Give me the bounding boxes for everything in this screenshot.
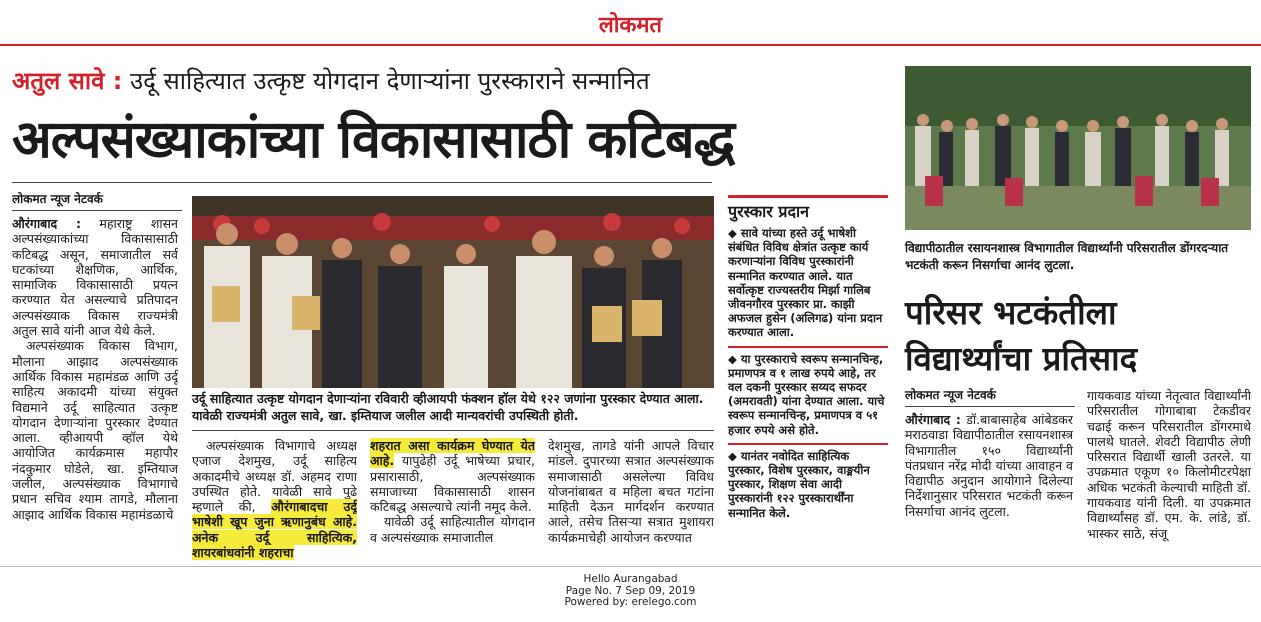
page-bottom-rule xyxy=(0,566,1261,567)
story-column-2 xyxy=(192,438,357,566)
footer-page-date: Page No. 7 Sep 09, 2019 xyxy=(565,584,696,597)
story-byline: लोकमत न्यूज नेटवर्क xyxy=(12,192,103,206)
byline-divider xyxy=(12,210,182,211)
box-separator xyxy=(728,346,888,348)
right-photo-caption: विद्यापीठातील रसायनशास्त्र विभागातील विद्यार्थ्यांनी परिसरातील डोंगरदऱ्यात भटकंती करून निसर्गाचा आनंद लुटला. xyxy=(905,241,1229,272)
column-4-text: देशमुख, तागडे यांनी आपले विचार मांडले. दुपारच्या सत्रात अल्पसंख्याक समाजासाठी असलेल्या विविध योजनांबाबत व महिला बचत गटांना माहिती देऊन मार्गदर्शन करण्यात आले, तसेच तिसऱ्या सत्रात मुशायरा कार्यक्रमाचेही आयोजन करण्यात xyxy=(548,438,714,545)
subhead-text: उर्दू साहित्यात उत्कृष्ट योगदान देणाऱ्यांना पुरस्काराने सन्मानित xyxy=(122,67,650,95)
story-column-3 xyxy=(370,438,535,566)
story-headline: अल्पसंख्याकांच्या विकासासाठी कटिबद्ध xyxy=(12,110,735,170)
right-dateline-city: औरंगाबाद : xyxy=(905,412,961,427)
right-story xyxy=(905,66,1251,568)
right-column-1-text: डॉ.बाबासाहेब आंबेडकर मराठवाडा विद्यापीठातील रसायनशास्त्र विभागातील १५० विद्यार्थ्यांनी पंतप्रधान नरेंद्र मोदी यांच्या आवाहन व विद्यापीठ अनुदान आयोगाने दिलेल्या निर्देशानुसार परिसरात भटकंती करून निसर्गाचा आनंद लुटला. xyxy=(905,412,1073,519)
award-ceremony-photo xyxy=(192,196,714,388)
column-3-text: यापुढेही उर्दू भाषेच्या प्रचार, प्रसारासाठी, अल्पसंख्याक समाजाच्या विकासासाठी शासन कटिबद्ध असल्याचे त्यांनी नमूद केले. xyxy=(370,453,535,515)
right-headline: परिसर भटकंतीला विद्यार्थ्यांचा प्रतिसाद xyxy=(905,293,1138,378)
headline-divider xyxy=(12,182,712,183)
subhead-name: अतुल सावे : xyxy=(12,67,123,95)
box-separator xyxy=(728,443,888,445)
footer-edition: Hello Aurangabad xyxy=(583,573,678,585)
column-2-highlight: औरंगाबादचा उर्दू भाषेशी खूप जुना ऋणानुबंध आहे. अनेक उर्दू साहित्यिक, शायरबांधवांनी शहराचा xyxy=(192,499,357,561)
right-column-2 xyxy=(1087,388,1251,568)
column-2-text: अल्पसंख्याक विभागाचे अध्यक्ष एजाज देशमुख, उर्दू साहित्य अकादमीचे अध्यक्ष डॉ. अहमद राणा उपस्थित होते. यावेळी सावे पुढे म्हणाले की, xyxy=(192,438,357,515)
lokmat-logo[interactable]: लोकमत xyxy=(598,13,663,38)
column-1-para-1: महाराष्ट्र शासन अल्पसंख्याकांच्या विकासासाठी कटिबद्ध असून, समाजातील सर्व घटकांच्या शैक्षणिक, आर्थिक, सामाजिक विकासासाठी प्रयत्न करण्यात येत असल्याचे प्रतिपादन अल्पसंख्याक विकास राज्यमंत्री अतुल सावे यांनी आज येथे केले. xyxy=(12,216,178,339)
right-byline-divider xyxy=(905,406,1075,407)
page-footer xyxy=(0,574,1261,609)
story-subhead xyxy=(12,62,888,100)
right-column-2-text: गायकवाड यांच्या नेतृत्वात विद्यार्थ्यांनी परिसरातील गोगाबाबा टेकडीवर चढाई करून परिसरातील डोंगरमाथे पालथे घातले. शेवटी विद्यापीठ लेणी परिसरात विद्यार्थी खाली उतरले. या उपक्रमात एकूण १० किलोमीटरपेक्षा अधिक भटकंती केल्याची माहिती डॉ. गायकवाड यांनी दिली. या उपक्रमात विद्यार्थ्यांसह डॉ. एम. के. लांडे, डॉ. भास्कर साठे, संजू xyxy=(1087,388,1251,541)
caption-divider xyxy=(192,430,714,431)
masthead-rule xyxy=(0,44,1261,46)
column-3-para-2: यावेळी उर्दू साहित्यातील योगदान व अल्पसंख्याक समाजातील xyxy=(370,514,535,545)
dateline-city: औरंगाबाद : xyxy=(12,216,81,231)
box-item-2: ◆ या पुरस्काराचे स्वरूप सन्मानचिन्ह, प्रमाणपत्र व १ लाख रुपये आहे, तर वल दकनी पुरस्कार सय्यद सफदर (अमरावती) यांना देण्यात आला. याचे स्वरूप सन्मानचिन्ह, प्रमाणपत्र व ५१ हजार रुपये असे होते. xyxy=(728,351,885,437)
column-3-highlight: शहरात असा कार्यक्रम घेण्यात येत आहे. xyxy=(370,438,535,469)
masthead xyxy=(0,0,1261,44)
students-trek-photo xyxy=(905,66,1251,230)
box-item-1: ◆ सावे यांच्या हस्ते उर्दू भाषेशी संबंधित विविध क्षेत्रांत उत्कृष्ट कार्य करणाऱ्यांना विविध पुरस्कारांनी सन्मानित करण्यात आले. यात सर्वोत्कृष्ट राज्यस्तरीय मिर्झा गालिब जीवनगौरव पुरस्कार प्रा. काझी अफजल हुसेन (अलिगढ) यांना प्रदान करण्यात आला. xyxy=(728,226,883,340)
column-1-para-2: अल्पसंख्याक विकास विभाग, मौलाना आझाद अल्पसंख्याक आर्थिक विकास महामंडळ आणि उर्दू साहित्य अकादमी यांच्या संयुक्त विद्यमाने उर्दू साहित्यात उत्कृष्ट योगदान देणाऱ्यांना पुरस्कार देण्यात आला. व्हीआयपी व्हॉल येथे आयोजित कार्यक्रमास महापौर नंदकुमार घोडेले, खा. इम्तियाज जलील, अल्पसंख्याक विभागाचे प्रधान सचिव श्याम तागडे, मौलाना आझाद आर्थिक विकास महामंडळाचे xyxy=(12,338,178,522)
photo-caption: उर्दू साहित्यात उत्कृष्ट योगदान देणाऱ्यांना रविवारी व्हीआयपी फंक्शन हॉल येथे १२२ जणांना पुरस्कार देण्यात आला. यावेळी राज्यमंत्री अतुल सावे, खा. इम्तियाज जलील आदी मान्यवरांची उपस्थिती होती. xyxy=(192,391,704,423)
right-byline: लोकमत न्यूज नेटवर्क xyxy=(905,388,996,402)
right-column-1 xyxy=(905,412,1073,568)
award-box xyxy=(728,195,888,526)
box-item-3: ◆ यानंतर नवोदित साहित्यिक पुरस्कार, विशेष पुरस्कार, वाङ्मयीन पुरस्कार, शिक्षण सेवा आदी पुरस्कारांनी १२२ पुरस्कारार्थींना सन्मानित केले. xyxy=(728,448,870,520)
box-title: पुरस्कार प्रदान xyxy=(728,202,810,221)
story-column-4 xyxy=(548,438,714,566)
story-column-1 xyxy=(12,216,178,566)
footer-powered-by[interactable]: Powered by: erelego.com xyxy=(564,596,697,608)
